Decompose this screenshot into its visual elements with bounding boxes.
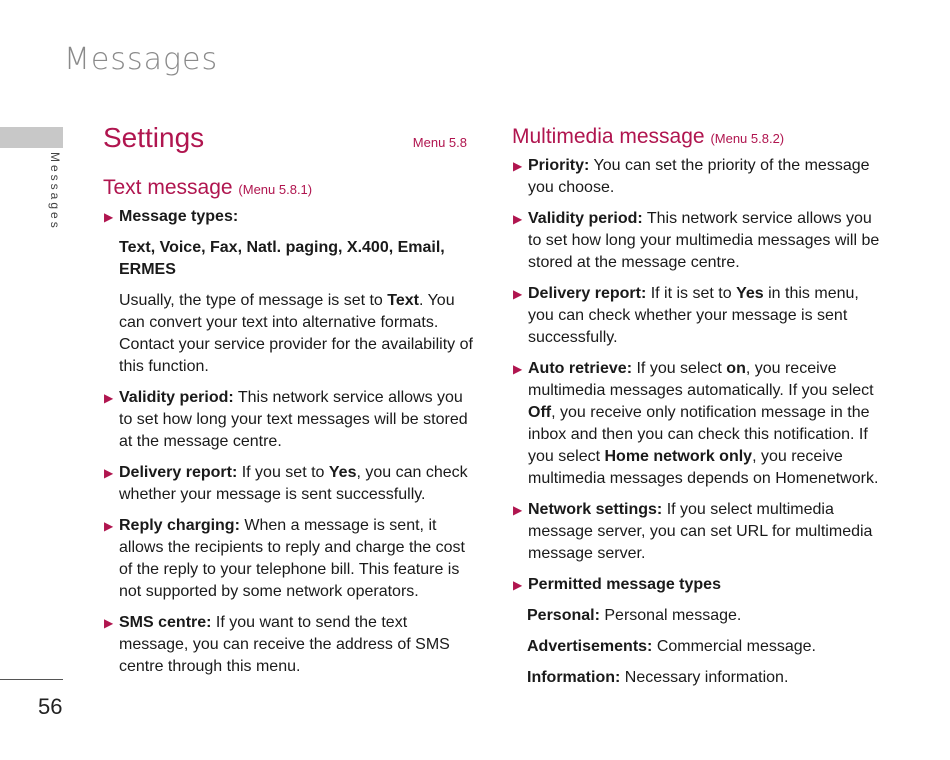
mm-delivery-label: Delivery report: xyxy=(528,285,647,302)
text-message-heading xyxy=(103,176,475,200)
permitted-label: Permitted message types xyxy=(528,576,721,593)
bullet-arrow-icon: ▶ xyxy=(513,578,523,592)
settings-menu-tag: Menu 5.8 xyxy=(412,135,467,150)
multimedia-message-heading xyxy=(512,125,884,149)
reply-charging-item xyxy=(103,515,475,603)
network-text: If you select multimedia message server, you can set URL for multimedia message server. xyxy=(528,501,873,562)
right-column xyxy=(512,122,884,698)
auto-home: Home network only xyxy=(604,448,753,465)
auto-pre: If you select xyxy=(632,360,727,377)
page-number: 56 xyxy=(38,694,63,719)
multimedia-menu-ref: (Menu 5.8.2) xyxy=(710,131,785,146)
advertisements-line xyxy=(512,636,884,658)
bullet-arrow-icon: ▶ xyxy=(104,616,114,630)
auto-mid2: , you receive only notification message in the inbox and then you can check this notification. If you select xyxy=(528,404,870,465)
auto-mid1: , you receive multimedia messages automatically. If you select xyxy=(528,360,874,399)
reply-label: Reply charging: xyxy=(119,517,240,534)
delivery-post: , you can check whether your message is sent successfully. xyxy=(119,464,468,503)
side-section-label-text: Messages xyxy=(48,152,62,231)
bullet-arrow-icon: ▶ xyxy=(513,287,523,301)
auto-on: on xyxy=(726,360,746,377)
reply-text: When a message is sent, it allows the recipients to reply and charge the cost of the reply to your telephone bill. This feature is not supported by some network operators. xyxy=(119,517,465,600)
mm-validity-item xyxy=(512,208,884,274)
mm-validity-text: This network service allows you to set how long your multimedia messages will be stored at the message centre. xyxy=(528,210,880,271)
validity-period-item xyxy=(103,387,475,453)
bullet-arrow-icon: ▶ xyxy=(104,519,114,533)
priority-label: Priority: xyxy=(528,157,590,174)
priority-text: You can set the priority of the message you choose. xyxy=(528,157,870,196)
usually-pre: Usually, the type of message is set to xyxy=(119,292,388,309)
auto-off: Off xyxy=(528,404,552,421)
multimedia-heading-text: Multimedia message xyxy=(512,125,705,148)
sms-text: If you want to send the text message, you can receive the address of SMS centre through this menu. xyxy=(119,614,450,675)
permitted-types-item xyxy=(512,574,884,596)
info-text: Necessary information. xyxy=(620,669,789,686)
auto-post: , you receive multimedia messages depends on Homenetwork. xyxy=(528,448,879,487)
message-types-label: Message types: xyxy=(119,208,239,225)
personal-label: Personal: xyxy=(527,607,600,624)
ads-text: Commercial message. xyxy=(652,638,816,655)
ads-label: Advertisements: xyxy=(527,638,653,655)
priority-item xyxy=(512,155,884,199)
auto-label: Auto retrieve: xyxy=(528,360,633,377)
bullet-arrow-icon: ▶ xyxy=(104,210,114,224)
delivery-label: Delivery report: xyxy=(119,464,238,481)
message-types-description xyxy=(103,290,475,378)
side-section-label xyxy=(44,152,64,242)
auto-retrieve-item xyxy=(512,358,884,490)
bullet-arrow-icon: ▶ xyxy=(513,362,523,376)
bottom-rule xyxy=(0,679,63,680)
usually-bold: Text xyxy=(387,292,419,309)
settings-title-row xyxy=(103,122,475,164)
delivery-report-item xyxy=(103,462,475,506)
mm-validity-label: Validity period: xyxy=(528,210,643,227)
sms-label: SMS centre: xyxy=(119,614,212,631)
left-column xyxy=(103,122,475,687)
usually-post: . You can convert your text into alternative formats. Contact your service provider for the availability of this function. xyxy=(119,292,473,375)
personal-text: Personal message. xyxy=(599,607,742,624)
text-message-heading-text: Text message xyxy=(103,176,233,199)
page-header-title: Messages xyxy=(64,42,219,77)
information-line xyxy=(512,667,884,689)
delivery-bold: Yes xyxy=(328,464,357,481)
validity-text: This network service allows you to set how long your text messages will be stored at the message centre. xyxy=(119,389,468,450)
text-message-menu-ref: (Menu 5.8.1) xyxy=(238,182,313,197)
personal-line xyxy=(512,605,884,627)
sms-centre-item xyxy=(103,612,475,678)
message-types-list-text: Text, Voice, Fax, Natl. paging, X.400, Email, ERMES xyxy=(119,239,445,278)
bullet-arrow-icon: ▶ xyxy=(513,503,523,517)
info-label: Information: xyxy=(527,669,621,686)
bullet-arrow-icon: ▶ xyxy=(104,466,114,480)
settings-title: Settings xyxy=(103,122,205,153)
mm-delivery-post: in this menu, you can check whether your message is sent successfully. xyxy=(528,285,859,346)
delivery-pre: If you set to xyxy=(237,464,329,481)
message-types-list xyxy=(103,237,475,281)
network-settings-item xyxy=(512,499,884,565)
network-label: Network settings: xyxy=(528,501,663,518)
bullet-arrow-icon: ▶ xyxy=(513,159,523,173)
message-types-item xyxy=(103,206,475,228)
side-tab-bar xyxy=(0,127,63,148)
mm-delivery-item xyxy=(512,283,884,349)
mm-delivery-bold: Yes xyxy=(736,285,764,302)
mm-delivery-pre: If it is set to xyxy=(646,285,737,302)
validity-label: Validity period: xyxy=(119,389,234,406)
bullet-arrow-icon: ▶ xyxy=(104,391,114,405)
bullet-arrow-icon: ▶ xyxy=(513,212,523,226)
